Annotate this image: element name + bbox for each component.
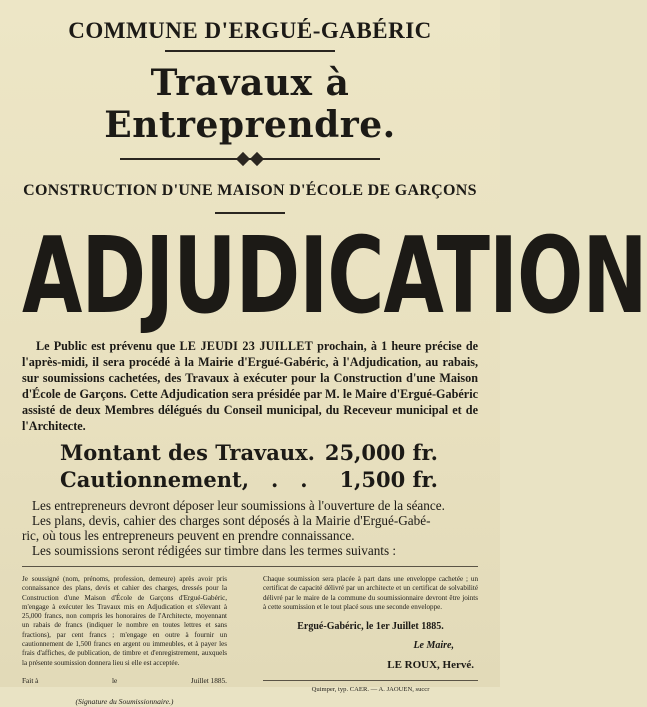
maire-label: Le Maire,: [413, 640, 454, 652]
envelope-instructions: Chaque soumission sera placée à part dans une enveloppe cachetée ; un certificat de capacité délivré par un architecte et un certificat de solvabilité délivré par le maire de la commune du soumissionnaire devront être joints à cette soumission et le tout placé sous une seconde enveloppe.: [263, 575, 478, 611]
bottom-columns: [22, 566, 478, 707]
place-date: Ergué-Gabéric, le 1er Juillet 1885.: [297, 621, 444, 633]
juillet-label: Juillet 1885.: [190, 675, 227, 685]
intro-lead: Le Public est prévenu que: [36, 339, 176, 353]
soumission-text: Je soussigné (nom, prénoms, profession, demeure) après avoir pris connaissance des plans, devis et cahier des charges, dressés pour la Construction d'une Maison d'École de Garçons d'Ergué-Gabéric, m'engage à exécuter les Travaux mis en Adjudication et s'élevant à 25,000 francs, non compris les honoraires de l'Architecte, moyennant un rabais de francs (indiquer le nombre en toutes lettres et sans fractions), par cent francs ; m'engage en outre à fournir un cautionnement de 1,500 francs en argent ou immeubles, et à payer les frais d'affiches, de publication, de timbre et d'enregistrement, auxquels la présente soumission donnera lieu si elle est acceptée.: [22, 575, 227, 667]
instructions-column: [263, 567, 478, 707]
amount-travaux-label: Montant des Travaux.: [60, 440, 315, 465]
intro-date: LE JEUDI 23 JUILLET: [179, 339, 313, 353]
signature-caption: (Signature du Soumissionnaire.): [75, 697, 174, 707]
construction-subtitle: CONSTRUCTION D'UNE MAISON D'ÉCOLE DE GARÇONS: [23, 182, 477, 199]
mayor-name: LE ROUX, Hervé.: [387, 658, 474, 671]
amount-caution-value: 1,500 fr.: [339, 467, 438, 492]
adjudication-heading: ADJUDICATION: [22, 216, 647, 338]
note-deposit: Les entrepreneurs devront déposer leur soumissions à l'ouverture de la séance.: [32, 498, 445, 513]
divider: [165, 50, 335, 52]
ornament-divider: [120, 154, 380, 164]
amount-caution-label: Cautionnement, . .: [60, 467, 308, 492]
soumission-template: [22, 567, 227, 707]
travaux-title: Travaux à Entreprendre.: [104, 62, 396, 146]
note-timbre: Les soumissions seront rédigées sur timbre dans les termes suivants :: [32, 543, 397, 558]
amount-travaux: [22, 440, 478, 465]
amount-caution: [22, 467, 478, 492]
note-plans: Les plans, devis, cahier des charges sont déposés à la Mairie d'Ergué-Gabé-: [32, 513, 431, 528]
commune-title: COMMUNE D'ERGUÉ-GABÉRIC: [68, 18, 432, 43]
le-label: le: [112, 675, 118, 685]
note-plans-cont: ric, où tous les entrepreneurs peuvent en prendre connaissance.: [22, 528, 355, 543]
notes: [22, 498, 478, 558]
fait-row: [22, 676, 227, 685]
intro-body: prochain, à 1 heure précise de l'après-midi, il sera procédé à la Mairie d'Ergué-Gabéric, à l'Adjudication, au rabais, sur soumissions cachetées, des Travaux à exécuter pour la Construction d'une Maison d'École de Garçons. Cette Adjudication sera présidée par M. le Maire d'Ergué-Gabéric assisté de deux Membres délégués du Conseil municipal, du Receveur municipal et de l'Architecte.: [22, 339, 479, 433]
amount-travaux-value: 25,000 fr.: [324, 440, 438, 465]
printer-line: Quimper, typ. CAER. — A. JAOUEN, succr: [263, 680, 478, 694]
fait-label: Fait à: [22, 675, 39, 685]
